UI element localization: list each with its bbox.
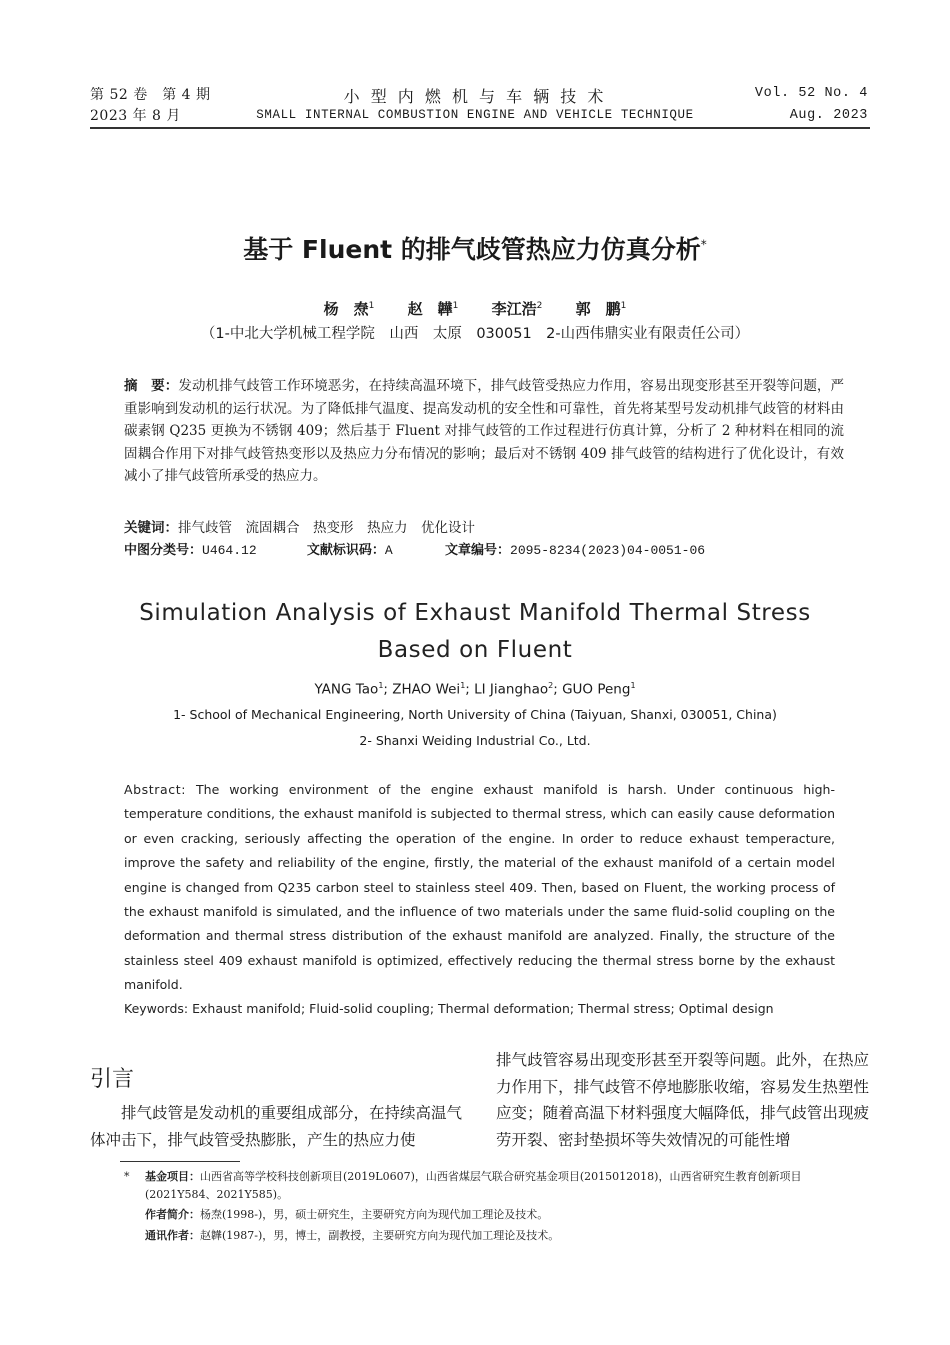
author-bio-label: 作者简介： xyxy=(145,1208,200,1221)
keywords-en-label: Keywords: xyxy=(124,1001,189,1016)
doc-code-value: A xyxy=(384,543,393,558)
author-cn: 李江浩$^2$ xyxy=(491,300,543,318)
corresponding-label: 通讯作者： xyxy=(145,1229,200,1242)
volume-issue: 第 52 卷 第 4 期 xyxy=(90,87,211,103)
section-heading-intro: 引言 xyxy=(90,1067,135,1092)
header-rule xyxy=(90,127,870,129)
intro-left-column: 排气歧管是发动机的重要组成部分，在持续高温气体冲击下，排气歧管受热膨胀，产生的热应力使 xyxy=(90,1104,463,1149)
authors-en: YANG Tao$^1$; ZHAO Wei$^1$; LI Jianghao$^2$; GUO Peng$^1$ xyxy=(314,681,636,698)
article-no-value: 2095-8234(2023)04-0051-06 xyxy=(510,543,706,558)
clc-value: U464.12 xyxy=(202,543,257,558)
author-cn: 杨 焘$^1$ xyxy=(323,300,375,318)
clc-label: 中图分类号： xyxy=(124,543,203,558)
abstract-cn-label: 摘 要： xyxy=(124,378,179,394)
keywords-en-text: Exhaust manifold; Fluid-solid coupling; Thermal deformation; Thermal stress; Optimal design xyxy=(192,1001,774,1016)
affiliation-en-1: 1- School of Mechanical Engineering, North University of China (Taiyuan, Shanxi, 030051, China) xyxy=(173,707,777,722)
corresponding-footnote xyxy=(145,1227,870,1245)
author-en: LI Jianghao xyxy=(474,681,549,698)
fund-text: 山西省高等学校科技创新项目(2019L0607)，山西省煤层气联合研究基金项目(2015012018)，山西省研究生教育创新项目(2021Y584、2021Y585)。 xyxy=(145,1170,802,1201)
publication-date-en: Aug. 2023 xyxy=(789,108,868,123)
footnote-mark: * xyxy=(124,1170,130,1183)
affiliation-cn: （1-中北大学机械工程学院 山西 太原 030051 2-山西伟鼎实业有限责任公司） xyxy=(200,326,750,342)
author-footnote xyxy=(145,1206,870,1224)
footnote-rule xyxy=(120,1161,240,1162)
keywords-cn xyxy=(124,517,844,540)
abstract-cn-text: 发动机排气歧管工作环境恶劣，在持续高温环境下，排气歧管受热应力作用，容易出现变形甚至开裂等问题，严重影响到发动机的运行状况。为了降低排气温度、提高发动机的安全性和可靠性，首先将某型号发动机排气歧管的材料由碳素钢 Q235 更换为不锈钢 409；然后基于 Fluent 对排气歧管的工作过程进行仿真计算，分析了 2 种材料在相同的流固耦合作用下对排气歧管热变形以及热应力分布情况的影响；最后对不锈钢 409 排气歧管的结构进行了优化设计，有效减小了排气歧管所承受的热应力。 xyxy=(124,378,845,484)
journal-title-cn: 小 型 内 燃 机 与 车 辆 技 术 xyxy=(343,87,607,106)
author-en: YANG Tao xyxy=(314,681,379,698)
classification-line xyxy=(124,540,844,563)
author-en: GUO Peng xyxy=(562,681,631,698)
doc-code-label: 文献标识码： xyxy=(306,543,385,558)
fund-label: 基金项目： xyxy=(145,1170,200,1183)
keywords-cn-text: 排气歧管 流固耦合 热变形 热应力 优化设计 xyxy=(178,520,475,536)
paper-title-en-line2: Based on Fluent xyxy=(377,637,573,663)
author-cn: 赵 韡$^1$ xyxy=(407,300,459,318)
author-cn: 郭 鹏$^1$ xyxy=(575,300,627,318)
abstract-en-text: The working environment of the engine exhaust manifold is harsh. Under continuous high-temperature conditions, the exhaust manifold is subjected to thermal stress, which can easily cause deformation or even cracking, seriously affecting the operation of the engine. In order to reduce exhaust temperacture, improve the safety and reliability of the engine, firstly, the material of the exhaust manifold of a certain model engine is changed from Q235 carbon steel to stainless steel 409. Then, based on Fluent, the working process of the exhaust manifold is simulated, and the influence of two materials under the same fluid-solid coupling on the deformation and thermal stress distribution of the exhaust manifold are analyzed. Finally, the structure of the stainless steel 409 exhaust manifold is optimized, effectively reducing the thermal stress borne by the exhaust manifold. xyxy=(124,782,835,993)
fund-footnote xyxy=(145,1168,870,1203)
keywords-cn-label: 关键词： xyxy=(124,520,178,536)
corresponding-text: 赵韡(1987-)，男，博士，副教授，主要研究方向为现代加工理论及技术。 xyxy=(200,1229,560,1242)
journal-title-en: SMALL INTERNAL COMBUSTION ENGINE AND VEHICLE TECHNIQUE xyxy=(256,108,694,122)
abstract-cn xyxy=(124,375,844,488)
publication-date-cn: 2023 年 8 月 xyxy=(90,108,181,124)
intro-right-column: 排气歧管容易出现变形甚至开裂等问题。此外，在热应力作用下，排气歧管不停地膨胀收缩，容易发生热塑性应变；随着高温下材料强度大幅降低，排气歧管出现疲劳开裂、密封垫损坏等失效情况的可能性增 xyxy=(496,1051,869,1149)
title-footnote-mark: * xyxy=(700,237,707,252)
affiliation-en-2: 2- Shanxi Weiding Industrial Co., Ltd. xyxy=(359,733,591,748)
article-no-label: 文章编号： xyxy=(445,543,511,558)
paper-title-cn xyxy=(0,230,950,266)
abstract-en xyxy=(124,778,835,998)
paper-title-en-line1: Simulation Analysis of Exhaust Manifold Thermal Stress xyxy=(139,600,811,626)
authors-cn xyxy=(0,298,950,319)
abstract-en-label: Abstract: xyxy=(124,782,187,797)
paper-title-text: 基于 Fluent 的排气歧管热应力仿真分析 xyxy=(243,235,701,264)
keywords-en xyxy=(124,997,835,1021)
author-bio-text: 杨焘(1998-)，男，硕士研究生，主要研究方向为现代加工理论及技术。 xyxy=(200,1208,549,1221)
author-en: ZHAO Wei xyxy=(392,681,461,698)
volume-en: Vol. 52 No. 4 xyxy=(754,86,868,101)
